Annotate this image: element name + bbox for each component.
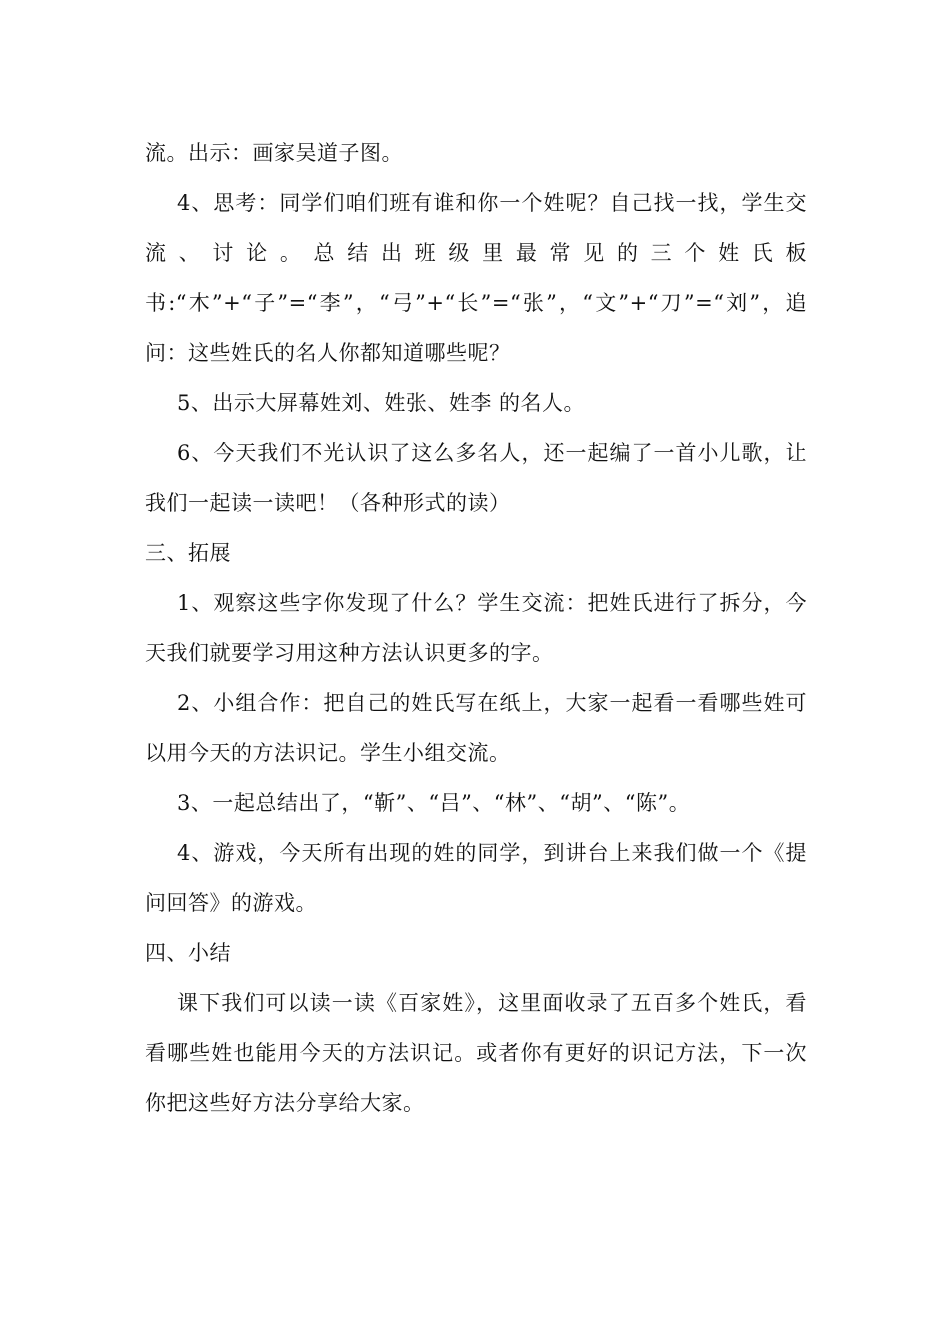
section-heading-summary: 四、小结 xyxy=(145,941,231,965)
paragraph-summary: 课下我们可以读一读《百家姓》，这里面收录了五百多个姓氏，看看哪些姓也能用今天的方法识记。或者你有更好的识记方法，下一次你把这些好方法分享给大家。 xyxy=(145,991,807,1115)
section-heading-extension: 三、拓展 xyxy=(145,541,231,565)
paragraph-step-5-display: 5、出示大屏幕姓刘、姓张、姓李 的名人。 xyxy=(177,391,586,415)
paragraph-extension-2: 2、小组合作：把自己的姓氏写在纸上，大家一起看一看哪些姓可以用今天的方法识记。学生小组交流。 xyxy=(145,691,807,765)
paragraph-extension-1: 1、观察这些字你发现了什么？学生交流：把姓氏进行了拆分，今天我们就要学习用这种方法认识更多的字。 xyxy=(145,591,807,665)
document-body xyxy=(145,128,807,1128)
paragraph-continuation: 流。出示：画家吴道子图。 xyxy=(145,141,403,165)
paragraph-step-4-thinking: 4、思考：同学们咱们班有谁和你一个姓呢？自己找一找，学生交流、讨论。总结出班级里最常见的三个姓氏板书:“木”+“子”=“李”，“弓”+“长”=“张”，“文”+“刀”=“刘”，追问：这些姓氏的名人你都知道哪些呢？ xyxy=(145,191,807,365)
paragraph-step-6-reading: 6、今天我们不光认识了这么多名人，还一起编了一首小儿歌，让我们一起读一读吧！（各种形式的读） xyxy=(145,441,807,515)
paragraph-extension-3: 3、一起总结出了，“靳”、“吕”、“林”、“胡”、“陈”。 xyxy=(177,791,691,815)
paragraph-extension-4: 4、游戏，今天所有出现的姓的同学，到讲台上来我们做一个《提问回答》的游戏。 xyxy=(145,841,807,915)
